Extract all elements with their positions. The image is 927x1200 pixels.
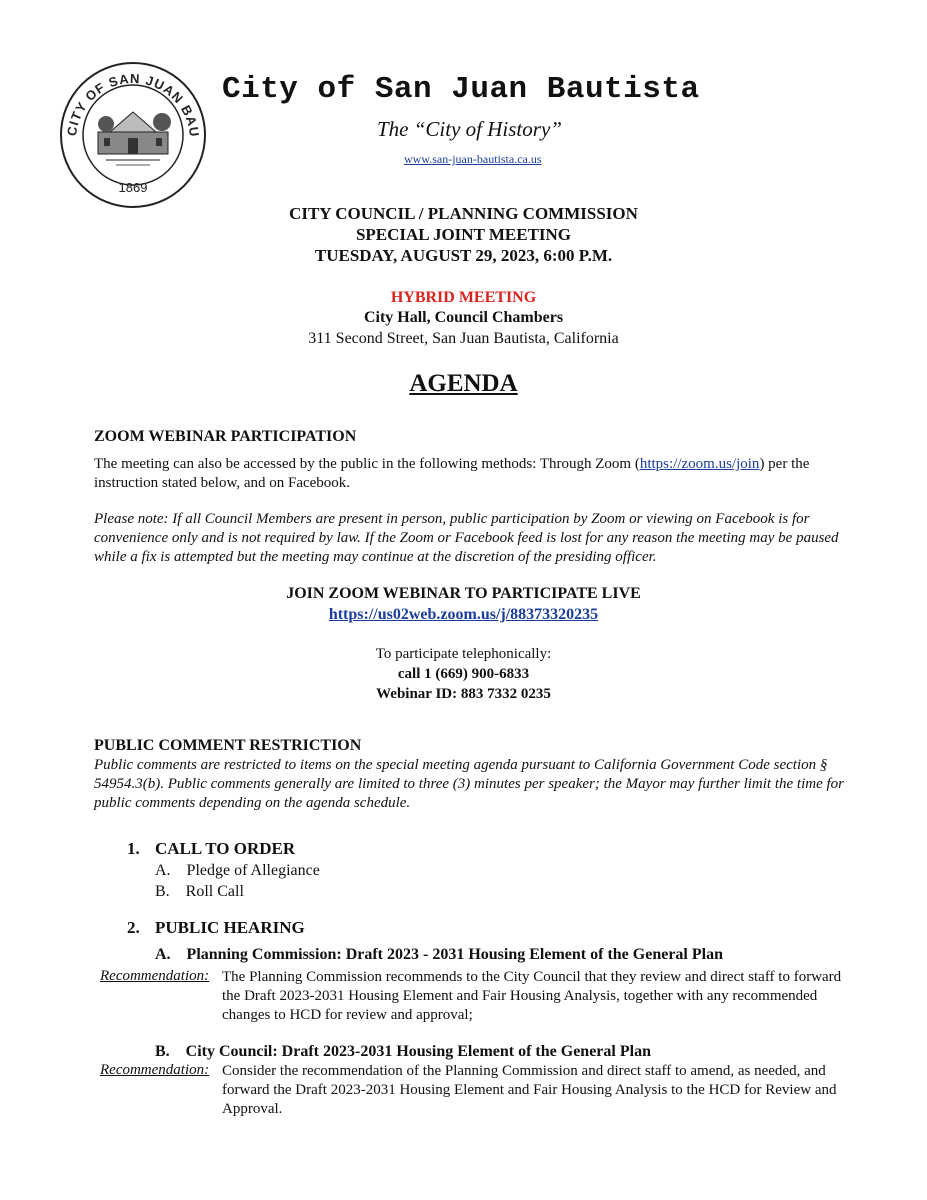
city-name-title: City of San Juan Bautista [222,72,700,107]
city-tagline: The “City of History” [377,117,562,141]
item-2b-recommendation-label: Recommendation: [100,1062,210,1078]
item-2a-recommendation-label: Recommendation: [100,968,210,984]
phone-intro: To participate telephonically: [375,646,552,662]
zoom-note-paragraph: Please note: If all Council Members are present in person, public participation by Zoom or viewing on Facebook is for convenience only and is not required by law. If the Zoom or Facebook feed is lost for any reason the meeting may be paused while a fix is attempted but the meeting may continue at the discretion of the presiding officer. [94,511,839,565]
zoom-para-text-b: ) per the instruction stated below, and on Facebook. [94,456,810,491]
meeting-line-2: SPECIAL JOINT MEETING [355,225,572,244]
city-website-link[interactable]: www.san-juan-bautista.ca.us [404,152,542,166]
join-webinar-block [0,583,927,625]
meeting-line-1: CITY COUNCIL / PLANNING COMMISSION [289,204,638,223]
public-comment-heading: PUBLIC COMMENT RESTRICTION [94,737,362,754]
agenda-title: AGENDA [409,370,518,397]
zoom-section-heading: ZOOM WEBINAR PARTICIPATION [94,428,357,445]
webinar-link[interactable]: https://us02web.zoom.us/j/88373320235 [328,606,599,623]
zoom-para-text-a: The meeting can also be accessed by the public in the following methods: Through Zoom ( [94,456,640,472]
item-2-number: 2. [127,918,140,937]
zoom-join-link[interactable]: https://zoom.us/join [639,456,760,472]
meeting-date: TUESDAY, AUGUST 29, 2023, 6:00 P.M. [314,246,613,265]
item-2a-title: A. Planning Commission: Draft 2023 - 2031 Housing Element of the General Plan [155,946,723,963]
item-2b-recommendation-text: Consider the recommendation of the Planning Commission and direct staff to amend, as needed, and forward the Draft 2023-2031 Housing Element and Fair Housing Analysis to the HCD for Review and Approval. [222,1063,837,1117]
item-2a-recommendation-text: The Planning Commission recommends to the City Council that they review and direct staff to forward the Draft 2023-2031 Housing Element and Fair Housing Analysis, together with any recommended changes to HCD for review and approval; [222,969,842,1023]
hybrid-meeting-label: HYBRID MEETING [390,289,537,306]
svg-text:1869: 1869 [118,180,148,195]
city-seal-logo [58,60,208,210]
join-webinar-heading: JOIN ZOOM WEBINAR TO PARTICIPATE LIVE [286,585,641,602]
item-1-number: 1. [127,839,140,858]
zoom-access-paragraph [94,455,864,493]
item-2-title: PUBLIC HEARING [155,918,305,937]
meeting-heading [0,203,927,266]
meeting-address: 311 Second Street, San Juan Bautista, California [308,330,619,347]
webinar-id: Webinar ID: 883 7332 0235 [376,686,551,702]
item-1b-roll-call: B. Roll Call [155,883,244,900]
item-1a-pledge: A. Pledge of Allegiance [155,862,320,879]
item-2b-title: B. City Council: Draft 2023-2031 Housing Element of the General Plan [155,1043,651,1060]
phone-participation-block [0,644,927,704]
meeting-venue: City Hall, Council Chambers [363,309,564,326]
svg-text:CITY OF SAN JUAN BAUTISTA: CITY OF SAN JUAN BAU [64,70,203,139]
item-1-title: CALL TO ORDER [155,839,296,858]
phone-number: call 1 (669) 900-6833 [397,666,530,682]
public-comment-text: Public comments are restricted to items on the special meeting agenda pursuant to California Government Code section § 54954.3(b). Public comments generally are limited to three (3) minutes per speaker; the Mayor may further limit the time for public comments depending on the agenda schedule. [94,757,844,811]
